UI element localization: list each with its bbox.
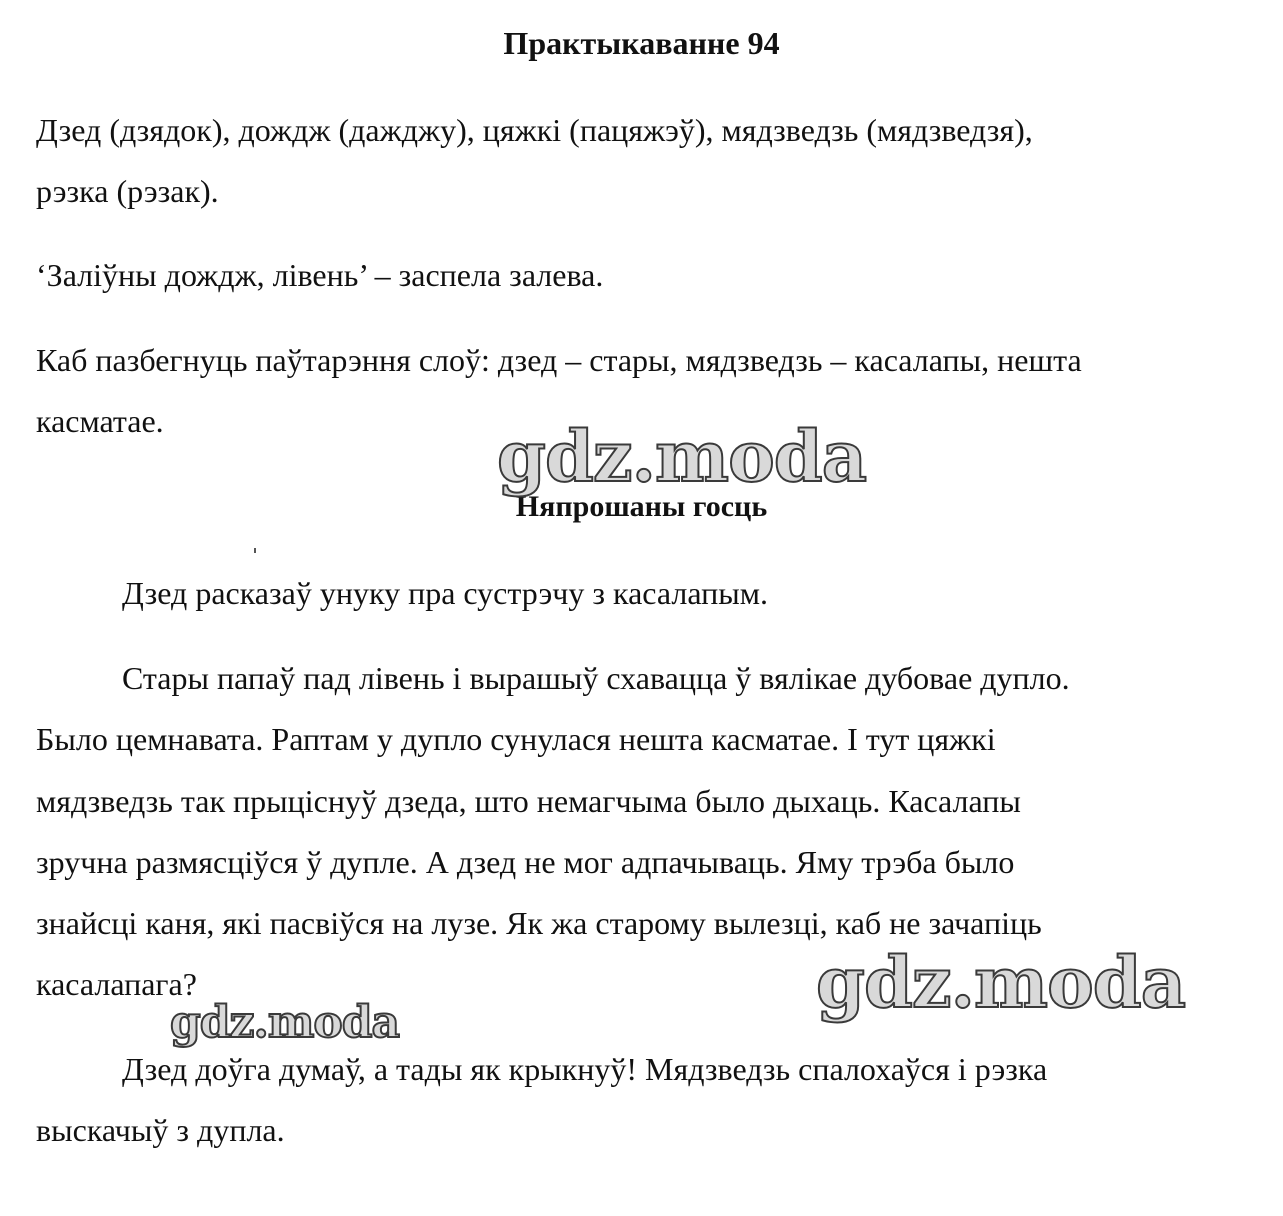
watermark-logo: gdz.moda bbox=[170, 997, 400, 1048]
watermark-logo: gdz.moda bbox=[497, 415, 867, 498]
story-title: Няпрошаны госць bbox=[515, 490, 768, 523]
story-paragraph-1-line-1: Дзед расказаў унуку пра сустрэчу з касалапым. bbox=[122, 575, 768, 611]
synonyms-line-1: Каб пазбегнуць паўтарэння слоў: дзед – стары, мядзведзь – касалапы, нешта bbox=[36, 342, 1082, 378]
answer-line-2: рэзка (рэзак). bbox=[36, 173, 219, 209]
page-title: Практыкаванне 94 bbox=[503, 25, 780, 61]
synonyms-line-2: касматае. bbox=[36, 403, 164, 439]
story-paragraph-2-line-2: Было цемнавата. Раптам у дупло сунулася нешта касматае. І тут цяжкі bbox=[36, 721, 996, 757]
story-paragraph-2-line-4: зручна размясціўся ў дупле. А дзед не мог адпачываць. Яму трэба было bbox=[36, 844, 1015, 880]
story-paragraph-2-line-5: знайсці каня, які пасвіўся на лузе. Як жа старому вылезці, каб не зачапіць bbox=[36, 905, 1042, 941]
story-paragraph-2-line-1: Стары папаў пад лівень і вырашыў схавацца ў вялікае дубовае дупло. bbox=[122, 660, 1070, 696]
definition-line: ‘Заліўны дождж, лівень’ – заспела залева. bbox=[36, 257, 604, 293]
story-paragraph-3-line-2: выскачыў з дупла. bbox=[36, 1112, 285, 1148]
answer-line-1: Дзед (дзядок), дождж (дажджу), цяжкі (пацяжэў), мядзведзь (мядзведзя), bbox=[36, 112, 1033, 148]
watermark-logo: gdz.moda bbox=[816, 941, 1186, 1024]
story-paragraph-3-line-1: Дзед доўга думаў, а тады як крыкнуў! Мядзведзь спалохаўся і рэзка bbox=[122, 1051, 1048, 1087]
story-paragraph-2-line-3: мядзведзь так прыціснуў дзеда, што немагчыма было дыхаць. Касалапы bbox=[36, 783, 1021, 819]
story-paragraph-2-line-6: касалапага? bbox=[36, 966, 197, 1002]
scan-speck bbox=[254, 548, 256, 553]
